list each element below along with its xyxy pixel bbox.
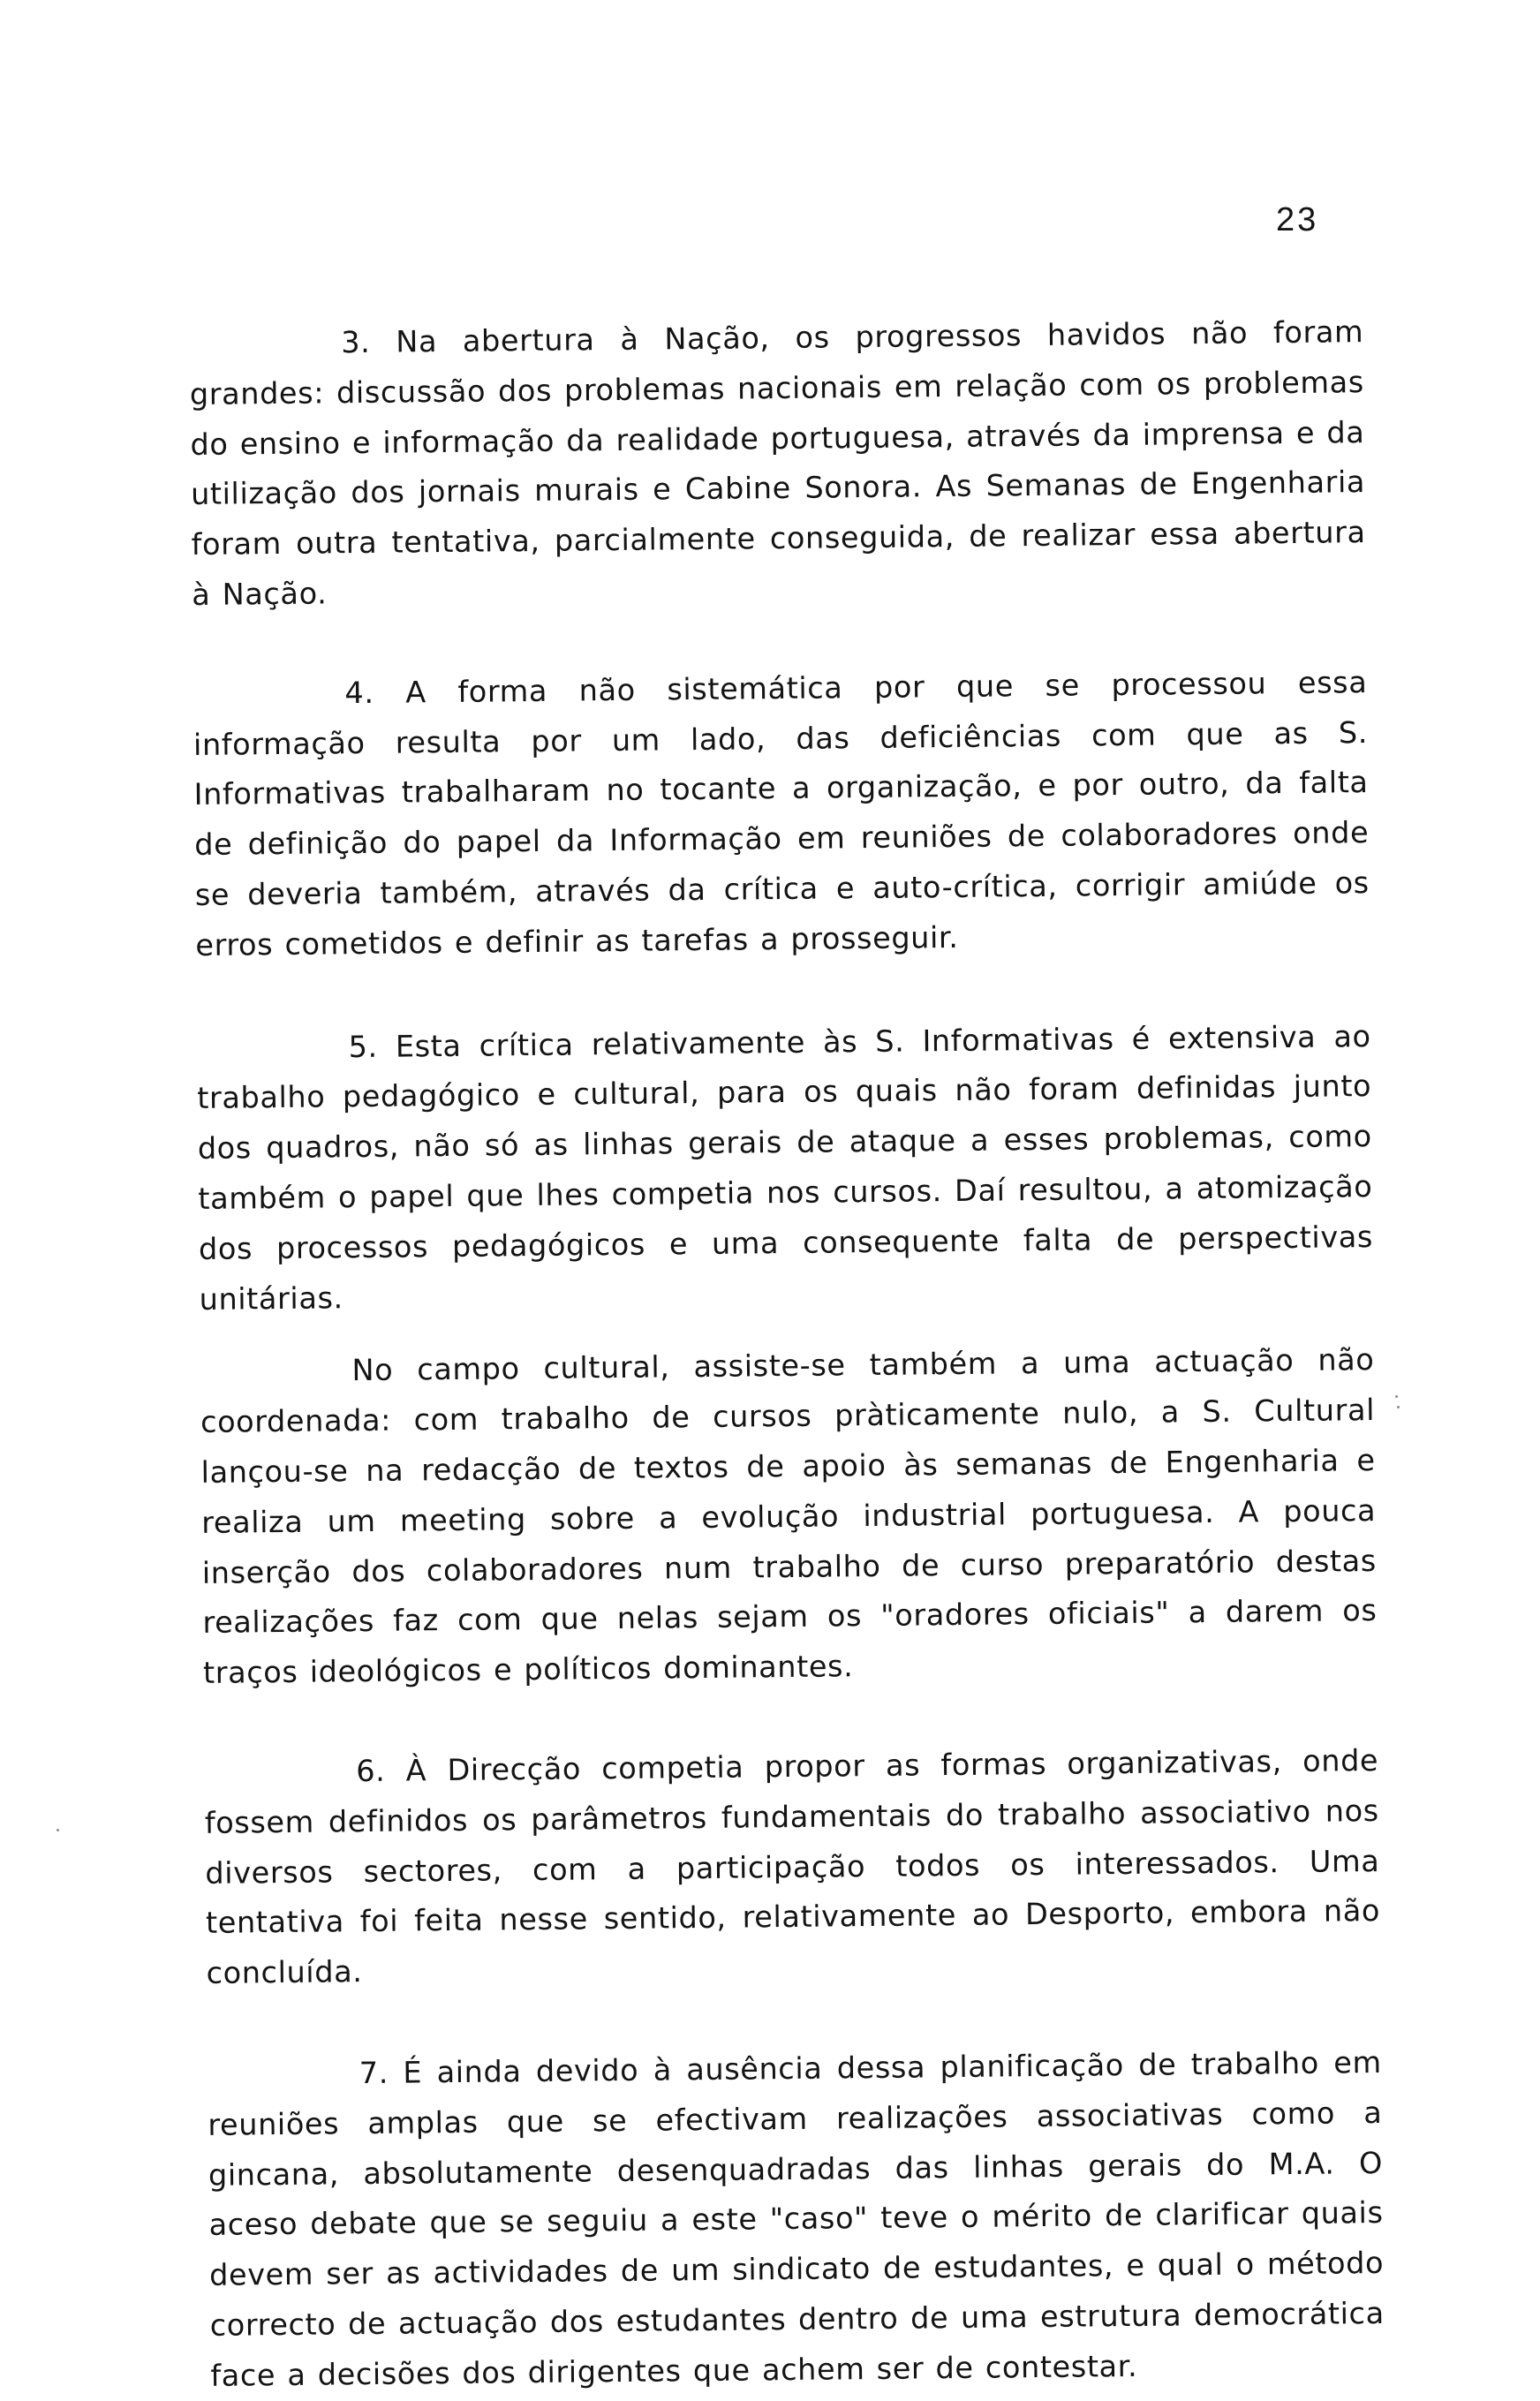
paragraph-4: 4. A forma não sistemática por que se processou essa informação resulta por um lado, das deficiências com que as S. Informativas trabalharam no tocante a organização, e por outro, da falta de definição do papel da Informação em reuniões de colaboradores onde se deveria também, através da crítica e auto-crítica, corrigir amiúde os erros cometidos e definir as tarefas a prosseguir. [192, 664, 1370, 963]
paragraph-7: 7. É ainda devido à ausência dessa planificação de trabalho em reuniões amplas que se efectivam realizações associativas como a gincana, absolutamente desenquadradas das linhas gerais do M.A. O aceso debate que se seguiu a este "caso" teve o mérito de clarificar quais devem ser as actividades de um sindicato de estudantes, e qual o método correcto de actuação dos estudantes dentro de uma estrutura democrática face a decisões dos dirigentes que achem ser de contestar. [208, 2044, 1385, 2393]
paragraph-3: 3. Na abertura à Nação, os progressos havidos não foram grandes: discussão dos problemas nacionais em relação com os problemas do ensino e informação da realidade portuguesa, através da imprensa e da utilização dos jornais murais e Cabine Sonora. As Semanas de Engenharia foram outra tentativa, parcialmente conseguida, de realizar essa abertura à Nação. [189, 314, 1366, 612]
scan-speck [1395, 1395, 1398, 1398]
scan-speck [1397, 1406, 1400, 1408]
page-number: 23 [1276, 201, 1319, 238]
paragraph-6: 6. À Direcção competia propor as formas organizativas, onde fossem definidos os parâmetros fundamentais do trabalho associativo nos diversos sectores, com a participação todos os interessados. Uma tentativa foi feita nesse sentido, relativamente ao Desporto, embora não concluída. [204, 1742, 1381, 1991]
scan-speck [57, 1829, 59, 1831]
paragraph-cultural: No campo cultural, assiste-se também a uma actuação não coordenada: com trabalho de cursos pràticamente nulo, a S. Cultural lançou-se na redacção de textos de apoio às semanas de Engenharia e realiza um meeting sobre a evolução industrial portuguesa. A pouca inserção dos colaboradores num trabalho de curso preparatório destas realizações faz com que nelas sejam os "oradores oficiais" a darem os traços ideológicos e políticos dominantes. [200, 1342, 1378, 1691]
document-body [189, 307, 1385, 2401]
paragraph-5: 5. Esta crítica relativamente às S. Informativas é extensiva ao trabalho pedagógico e cultural, para os quais não foram definidas junto dos quadros, não só as linhas gerais de ataque a esses problemas, como também o papel que lhes competia nos cursos. Daí resultou, a atomização dos processos pedagógicos e uma consequente falta de perspectivas unitárias. [197, 1018, 1374, 1317]
